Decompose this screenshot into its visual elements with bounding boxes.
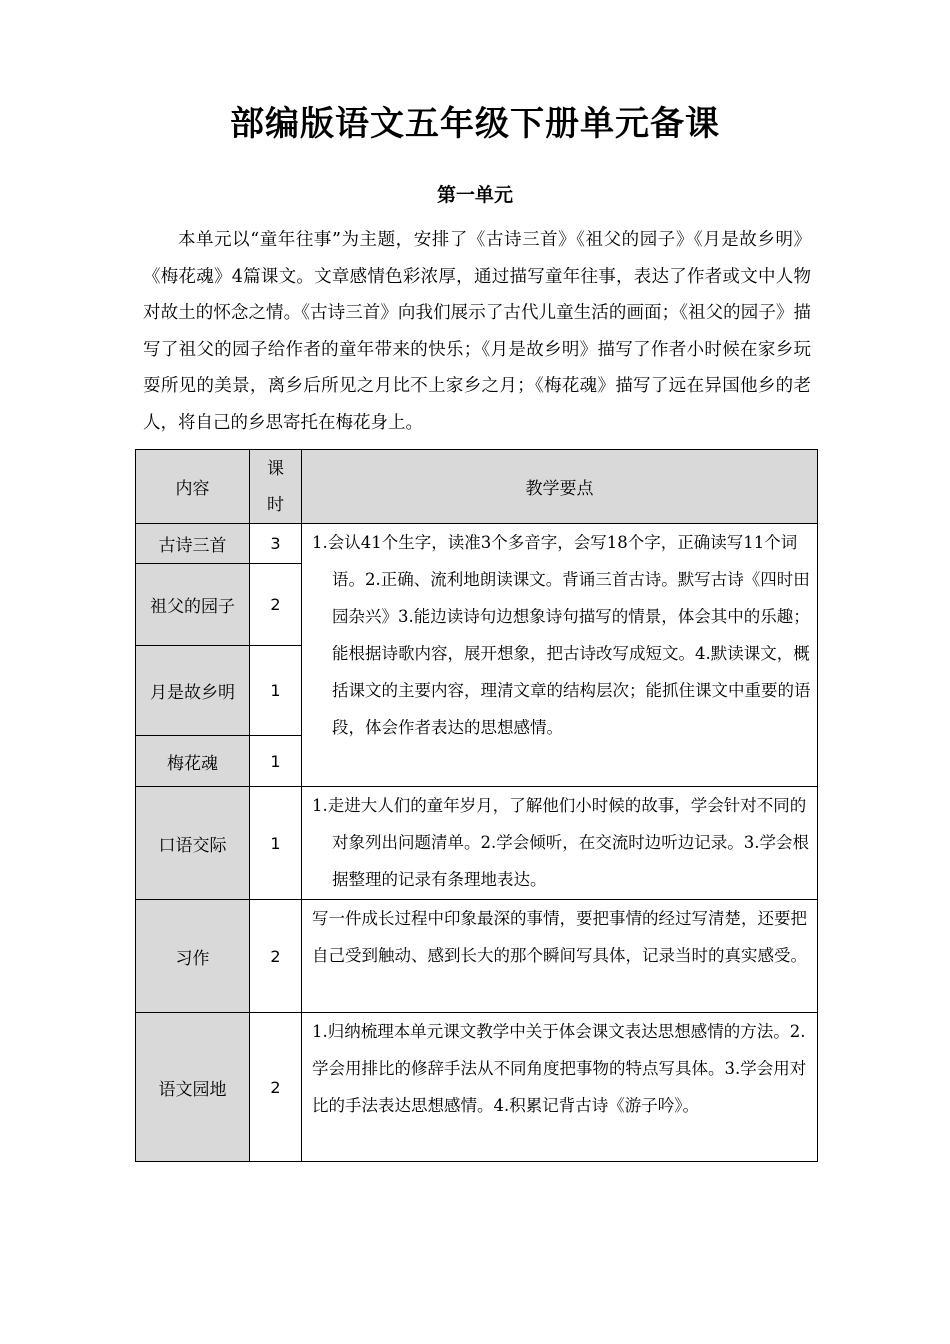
teaching-points-text: 写一件成长过程中印象最深的事情，要把事情的经过写清楚，还要把自己受到触动、感到长大的那个瞬间写具体，记录当时的真实感受。 [312, 909, 807, 965]
page-title: 部编版语文五年级下册单元备课 [230, 104, 720, 144]
header-hours-line1: 课 [267, 458, 284, 479]
row-hours: 2 [250, 1013, 302, 1162]
row-hours: 1 [250, 787, 302, 900]
unit-heading: 第一单元 [436, 184, 513, 206]
row-content: 祖父的园子 [136, 564, 250, 646]
header-content: 内容 [136, 450, 250, 524]
lesson-plan-table [135, 449, 818, 1162]
row-hours: 1 [250, 736, 302, 787]
row-teaching-points [302, 524, 818, 787]
row-hours: 1 [250, 646, 302, 736]
row-content: 梅花魂 [136, 736, 250, 787]
table-header-row [136, 450, 818, 524]
row-content: 习作 [136, 900, 250, 1013]
header-hours-line2: 时 [267, 494, 284, 515]
unit-intro-paragraph: 本单元以“童年往事”为主题，安排了《古诗三首》《祖父的园子》《月是故乡明》《梅花魂》4篇课文。文章感情色彩浓厚，通过描写童年往事，表达了作者或文中人物对故土的怀念之情。《古诗三首》向我们展示了古代儿童生活的画面；《祖父的园子》描写了祖父的园子给作者的童年带来的快乐；《月是故乡明》描写了作者小时候在家乡玩耍所见的美景，离乡后所见之月比不上家乡之月；《梅花魂》描写了远在异国他乡的老人，将自己的乡思寄托在梅花身上。 [143, 230, 811, 433]
row-hours: 2 [250, 564, 302, 646]
row-teaching-points [302, 787, 818, 900]
table-row [136, 787, 818, 900]
table-row [136, 900, 818, 1013]
teaching-points-text: 1.走进大人们的童年岁月，了解他们小时候的故事，学会针对不同的对象列出问题清单。2.学会倾听，在交流时边听边记录。3.学会根据整理的记录有条理地表达。 [312, 796, 809, 889]
row-teaching-points [302, 1013, 818, 1162]
row-content: 语文园地 [136, 1013, 250, 1162]
table-row [136, 1013, 818, 1162]
row-content: 月是故乡明 [136, 646, 250, 736]
header-teaching-points: 教学要点 [302, 450, 818, 524]
row-content: 古诗三首 [136, 524, 250, 564]
table-row [136, 524, 818, 564]
row-teaching-points [302, 900, 818, 1013]
row-hours: 2 [250, 900, 302, 1013]
row-hours: 3 [250, 524, 302, 564]
row-content: 口语交际 [136, 787, 250, 900]
teaching-points-text: 1.会认41个生字，读准3个多音字，会写18个字，正确读写11个词语。2.正确、流利地朗读课文。背诵三首古诗。默写古诗《四时田园杂兴》3.能边读诗句边想象诗句描写的情景，体会其中的乐趣；能根据诗歌内容，展开想象，把古诗改写成短文。4.默读课文，概括课文的主要内容，理清文章的结构层次；能抓住课文中重要的语段，体会作者表达的思想感情。 [312, 533, 811, 737]
teaching-points-text: 1.归纳梳理本单元课文教学中关于体会课文表达思想感情的方法。2.学会用排比的修辞手法从不同角度把事物的特点写具体。3.学会用对比的手法表达思想感情。4.积累记背古诗《游子吟》。 [312, 1022, 807, 1115]
header-hours [250, 450, 302, 524]
